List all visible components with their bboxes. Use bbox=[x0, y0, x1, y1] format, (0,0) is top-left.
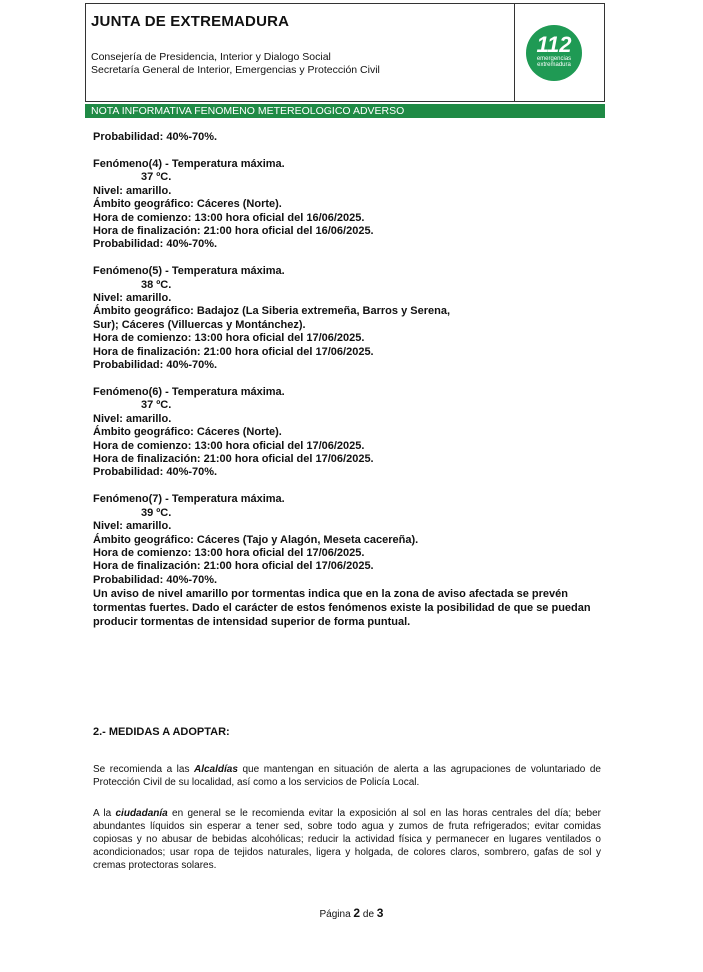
phenomenon-probability: Probabilidad: 40%-70%. bbox=[93, 238, 218, 251]
phenomenon-temperature: 37 ºC. bbox=[141, 171, 172, 184]
logo-text: emergencias extremadura bbox=[536, 56, 572, 68]
phenomenon-level: Nivel: amarillo. bbox=[93, 520, 172, 533]
section-title-measures: 2.- MEDIDAS A ADOPTAR: bbox=[93, 726, 230, 738]
phenomenon-scope: Ámbito geográfico: Badajoz (La Siberia extremeña, Barros y Serena, bbox=[93, 305, 450, 318]
phenomenon-title: Fenómeno(6) - Temperatura máxima. bbox=[93, 386, 285, 398]
emphasized-term: Alcaldías bbox=[194, 764, 238, 775]
phenomenon-level: Nivel: amarillo. bbox=[93, 292, 172, 305]
phenomenon-start: Hora de comienzo: 13:00 hora oficial del 16/06/2025. bbox=[93, 211, 365, 224]
phenomenon-block bbox=[93, 386, 613, 480]
phenomenon-end: Hora de finalización: 21:00 hora oficial del 17/06/2025. bbox=[93, 560, 374, 573]
phenomenon-scope-continued: Sur); Cáceres (Villuercas y Montánchez). bbox=[93, 318, 306, 331]
department-line-2: Secretaría General de Interior, Emergencias y Protección Civil bbox=[91, 64, 380, 76]
phenomenon-probability: Probabilidad: 40%-70%. bbox=[93, 466, 218, 479]
of-label: de bbox=[362, 909, 375, 920]
phenomenon-title: Fenómeno(7) - Temperatura máxima. bbox=[93, 493, 285, 506]
municipalities-recommendation bbox=[93, 763, 601, 789]
emphasized-term: ciudadanía bbox=[115, 808, 168, 819]
page-footer bbox=[0, 906, 703, 920]
phenomenon-temperature: 39 ºC. bbox=[141, 506, 172, 519]
phenomenon-scope: Ámbito geográfico: Cáceres (Norte). bbox=[93, 426, 282, 439]
phenomenon-start: Hora de comienzo: 13:00 hora oficial del 17/06/2025. bbox=[93, 332, 365, 345]
phenomenon-block bbox=[93, 158, 613, 252]
phenomenon-title: Fenómeno(5) - Temperatura máxima. bbox=[93, 265, 285, 278]
phenomenon-probability: Probabilidad: 40%-70%. bbox=[93, 573, 218, 586]
current-page-number: 2 bbox=[353, 906, 361, 920]
phenomenon-end: Hora de finalización: 21:00 hora oficial del 17/06/2025. bbox=[93, 345, 374, 358]
phenomenon-block bbox=[93, 265, 613, 372]
citizens-recommendation bbox=[93, 807, 601, 872]
phenomenon-scope: Ámbito geográfico: Cáceres (Tajo y Alagón, Meseta cacereña). bbox=[93, 533, 419, 546]
emergency-112-logo bbox=[526, 25, 582, 81]
page-label: Página bbox=[319, 909, 351, 920]
note-title-bar: NOTA INFORMATIVA FENOMENO METEREOLOGICO ADVERSO bbox=[85, 104, 605, 118]
storm-warning-paragraph: Un aviso de nivel amarillo por tormentas indica que en la zona de aviso afectada se prevén tormentas fuertes. Dado el carácter de estos fenómenos existe la posibilidad de que se puedan producir tormentas de intensidad superior de forma puntual. bbox=[93, 588, 591, 629]
logo-number: 112 bbox=[536, 32, 572, 57]
phenomenon-end: Hora de finalización: 21:00 hora oficial del 17/06/2025. bbox=[93, 453, 374, 466]
phenomenon-probability: Probabilidad: 40%-70%. bbox=[93, 359, 218, 372]
first-probability: Probabilidad: 40%-70%. bbox=[93, 131, 218, 143]
phenomenon-title: Fenómeno(4) - Temperatura máxima. bbox=[93, 157, 285, 170]
paragraph-text: que mantengan en situación de alerta a las agrupaciones de voluntariado de Protección Civil de su localidad, así como a los servicios de Policía Local. bbox=[93, 764, 601, 788]
document-header bbox=[85, 3, 605, 102]
phenomenon-level: Nivel: amarillo. bbox=[93, 184, 172, 197]
paragraph-text: A la bbox=[93, 808, 116, 819]
phenomenon-end: Hora de finalización: 21:00 hora oficial del 16/06/2025. bbox=[93, 224, 374, 237]
paragraph-text: Se recomienda a las bbox=[93, 764, 194, 775]
header-text-block bbox=[86, 4, 515, 101]
phenomenon-temperature: 37 ºC. bbox=[141, 399, 172, 412]
phenomenon-level: Nivel: amarillo. bbox=[93, 412, 172, 425]
phenomenon-start: Hora de comienzo: 13:00 hora oficial del 17/06/2025. bbox=[93, 546, 365, 559]
department-block bbox=[91, 51, 380, 77]
phenomenon-block bbox=[93, 493, 613, 587]
phenomenon-temperature: 38 ºC. bbox=[141, 278, 172, 291]
paragraph-text: en general se le recomienda evitar la exposición al sol en las horas centrales del día; beber abundantes líquidos sin esperar a tener sed, sobre todo agua y zumos de fruta refrigerados; evitar comidas copiosas y no abusar de bebidas alcohólicas; reducir la actividad física y permanecer en lugares ventilados o acondicionados; usar ropa de tejidos naturales, ligera y holgada, de colores claros, sombrero, gafas de sol y cremas protectoras solares. bbox=[93, 808, 601, 871]
total-pages-number: 3 bbox=[376, 906, 384, 920]
organization-title: JUNTA DE EXTREMADURA bbox=[91, 13, 290, 30]
phenomenon-scope: Ámbito geográfico: Cáceres (Norte). bbox=[93, 198, 282, 211]
department-line-1: Consejería de Presidencia, Interior y Dialogo Social bbox=[91, 51, 331, 63]
phenomena-content bbox=[93, 131, 613, 629]
phenomenon-start: Hora de comienzo: 13:00 hora oficial del 17/06/2025. bbox=[93, 439, 365, 452]
